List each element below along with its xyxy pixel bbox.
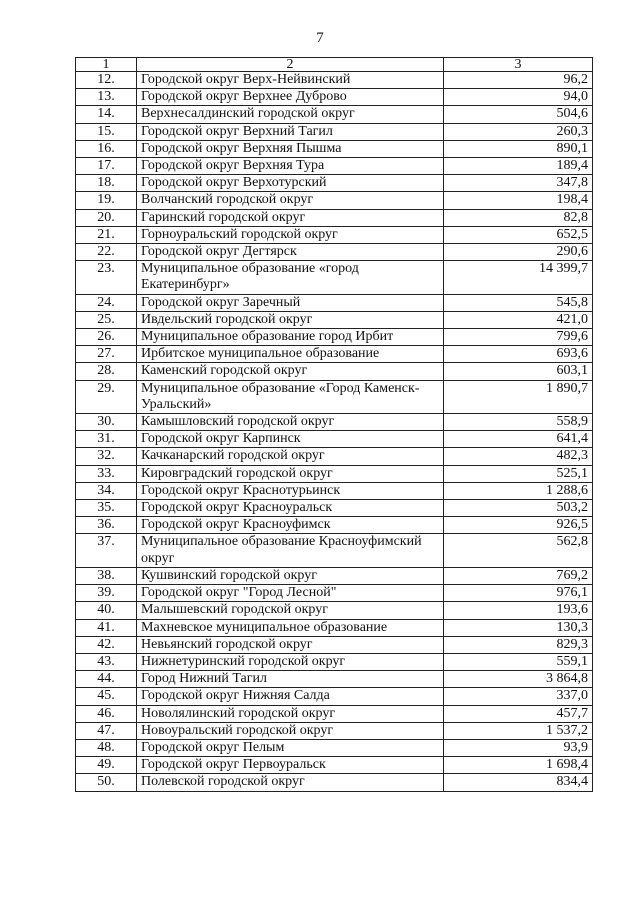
- municipality-name: Малышевский городской округ: [137, 602, 444, 619]
- row-number: 26.: [76, 329, 137, 346]
- column-header-1: 1: [76, 58, 137, 72]
- table-row: [76, 106, 593, 123]
- municipality-name: Муниципальное образование «Город Каменск-Уральский»: [137, 380, 444, 413]
- row-number: 13.: [76, 89, 137, 106]
- row-number: 14.: [76, 106, 137, 123]
- row-number: 15.: [76, 123, 137, 140]
- row-number: 47.: [76, 722, 137, 739]
- row-number: 23.: [76, 261, 137, 294]
- amount-value: 652,5: [444, 226, 593, 243]
- amount-value: 421,0: [444, 311, 593, 328]
- row-number: 45.: [76, 688, 137, 705]
- amount-value: 562,8: [444, 534, 593, 567]
- table-row: [76, 244, 593, 261]
- table-body: [76, 72, 593, 792]
- table-row: [76, 329, 593, 346]
- amount-value: 482,3: [444, 448, 593, 465]
- amount-value: 926,5: [444, 517, 593, 534]
- amount-value: 1 537,2: [444, 722, 593, 739]
- row-number: 38.: [76, 567, 137, 584]
- amount-value: 603,1: [444, 363, 593, 380]
- row-number: 12.: [76, 72, 137, 89]
- municipality-name: Городской округ Верх-Нейвинский: [137, 72, 444, 89]
- amount-value: 260,3: [444, 123, 593, 140]
- row-number: 16.: [76, 140, 137, 157]
- row-number: 21.: [76, 226, 137, 243]
- row-number: 24.: [76, 294, 137, 311]
- amount-value: 189,4: [444, 158, 593, 175]
- amount-value: 693,6: [444, 346, 593, 363]
- row-number: 20.: [76, 209, 137, 226]
- row-number: 46.: [76, 705, 137, 722]
- amount-value: 559,1: [444, 653, 593, 670]
- municipality-name: Нижнетуринский городской округ: [137, 653, 444, 670]
- table-row: [76, 294, 593, 311]
- municipality-name: Муниципальное образование Красноуфимский округ: [137, 534, 444, 567]
- amount-value: 96,2: [444, 72, 593, 89]
- municipality-name: Городской округ Красноуральск: [137, 500, 444, 517]
- row-number: 43.: [76, 653, 137, 670]
- amount-value: 834,4: [444, 774, 593, 791]
- table-row: [76, 500, 593, 517]
- row-number: 22.: [76, 244, 137, 261]
- amount-value: 503,2: [444, 500, 593, 517]
- row-number: 18.: [76, 175, 137, 192]
- municipality-name: Городской округ Пелым: [137, 739, 444, 756]
- table-row: [76, 585, 593, 602]
- amount-value: 525,1: [444, 465, 593, 482]
- table-row: [76, 346, 593, 363]
- table-row: [76, 739, 593, 756]
- table-row: [76, 619, 593, 636]
- table-row: [76, 482, 593, 499]
- municipality-name: Волчанский городской округ: [137, 192, 444, 209]
- municipality-name: Полевской городской округ: [137, 774, 444, 791]
- municipality-name: Городской округ Краснотурьинск: [137, 482, 444, 499]
- amount-value: 93,9: [444, 739, 593, 756]
- municipality-name: Городской округ Карпинск: [137, 431, 444, 448]
- municipality-name: Городской округ Верхняя Тура: [137, 158, 444, 175]
- amount-value: 337,0: [444, 688, 593, 705]
- row-number: 17.: [76, 158, 137, 175]
- municipality-name: Муниципальное образование «город Екатеринбург»: [137, 261, 444, 294]
- table-row: [76, 414, 593, 431]
- row-number: 41.: [76, 619, 137, 636]
- row-number: 42.: [76, 636, 137, 653]
- table-row: [76, 653, 593, 670]
- row-number: 25.: [76, 311, 137, 328]
- table-row: [76, 140, 593, 157]
- municipality-name: Новоуральский городской округ: [137, 722, 444, 739]
- row-number: 33.: [76, 465, 137, 482]
- municipality-name: Каменский городской округ: [137, 363, 444, 380]
- municipality-name: Городской округ Красноуфимск: [137, 517, 444, 534]
- municipality-name: Кушвинский городской округ: [137, 567, 444, 584]
- allocation-table: [75, 57, 593, 792]
- table-row: [76, 705, 593, 722]
- table-row: [76, 636, 593, 653]
- municipality-name: Город Нижний Тагил: [137, 671, 444, 688]
- row-number: 19.: [76, 192, 137, 209]
- amount-value: 457,7: [444, 705, 593, 722]
- table-row: [76, 567, 593, 584]
- amount-value: 193,6: [444, 602, 593, 619]
- municipality-name: Качканарский городской округ: [137, 448, 444, 465]
- amount-value: 1 698,4: [444, 757, 593, 774]
- table-row: [76, 311, 593, 328]
- row-number: 29.: [76, 380, 137, 413]
- municipality-name: Горноуральский городской округ: [137, 226, 444, 243]
- table-row: [76, 363, 593, 380]
- table-row: [76, 226, 593, 243]
- municipality-name: Городской округ Дегтярск: [137, 244, 444, 261]
- table-row: [76, 261, 593, 294]
- row-number: 37.: [76, 534, 137, 567]
- municipality-name: Городской округ Верхнее Дуброво: [137, 89, 444, 106]
- row-number: 35.: [76, 500, 137, 517]
- municipality-name: Невьянский городской округ: [137, 636, 444, 653]
- table-row: [76, 671, 593, 688]
- amount-value: 198,4: [444, 192, 593, 209]
- municipality-name: Гаринский городской округ: [137, 209, 444, 226]
- table-row: [76, 465, 593, 482]
- municipality-name: Кировградский городской округ: [137, 465, 444, 482]
- table-row: [76, 380, 593, 413]
- amount-value: 82,8: [444, 209, 593, 226]
- amount-value: 641,4: [444, 431, 593, 448]
- row-number: 40.: [76, 602, 137, 619]
- municipality-name: Городской округ Верхотурский: [137, 175, 444, 192]
- table-row: [76, 602, 593, 619]
- amount-value: 347,8: [444, 175, 593, 192]
- amount-value: 3 864,8: [444, 671, 593, 688]
- municipality-name: Городской округ Заречный: [137, 294, 444, 311]
- table-row: [76, 757, 593, 774]
- table-row: [76, 89, 593, 106]
- table-row: [76, 72, 593, 89]
- municipality-name: Верхнесалдинский городской округ: [137, 106, 444, 123]
- table-row: [76, 192, 593, 209]
- municipality-name: Городской округ "Город Лесной": [137, 585, 444, 602]
- table-row: [76, 688, 593, 705]
- row-number: 36.: [76, 517, 137, 534]
- row-number: 31.: [76, 431, 137, 448]
- amount-value: 558,9: [444, 414, 593, 431]
- table-row: [76, 123, 593, 140]
- row-number: 28.: [76, 363, 137, 380]
- table-row: [76, 448, 593, 465]
- municipality-name: Махневское муниципальное образование: [137, 619, 444, 636]
- row-number: 32.: [76, 448, 137, 465]
- amount-value: 799,6: [444, 329, 593, 346]
- table-row: [76, 534, 593, 567]
- municipality-name: Ивдельский городской округ: [137, 311, 444, 328]
- municipality-name: Ирбитское муниципальное образование: [137, 346, 444, 363]
- municipality-name: Муниципальное образование город Ирбит: [137, 329, 444, 346]
- amount-value: 769,2: [444, 567, 593, 584]
- amount-value: 890,1: [444, 140, 593, 157]
- page-number: 7: [316, 30, 324, 46]
- column-header-3: 3: [444, 58, 593, 72]
- amount-value: 545,8: [444, 294, 593, 311]
- table-row: [76, 722, 593, 739]
- table-row: [76, 175, 593, 192]
- row-number: 39.: [76, 585, 137, 602]
- amount-value: 130,3: [444, 619, 593, 636]
- row-number: 50.: [76, 774, 137, 791]
- row-number: 44.: [76, 671, 137, 688]
- row-number: 49.: [76, 757, 137, 774]
- row-number: 27.: [76, 346, 137, 363]
- table-row: [76, 517, 593, 534]
- table-header-row: [76, 58, 593, 72]
- amount-value: 1 288,6: [444, 482, 593, 499]
- row-number: 34.: [76, 482, 137, 499]
- amount-value: 290,6: [444, 244, 593, 261]
- amount-value: 504,6: [444, 106, 593, 123]
- amount-value: 94,0: [444, 89, 593, 106]
- table-row: [76, 209, 593, 226]
- amount-value: 14 399,7: [444, 261, 593, 294]
- amount-value: 829,3: [444, 636, 593, 653]
- row-number: 30.: [76, 414, 137, 431]
- municipality-name: Городской округ Верхняя Пышма: [137, 140, 444, 157]
- municipality-name: Камышловский городской округ: [137, 414, 444, 431]
- column-header-2: 2: [137, 58, 444, 72]
- table-row: [76, 158, 593, 175]
- amount-value: 1 890,7: [444, 380, 593, 413]
- table-row: [76, 774, 593, 791]
- row-number: 48.: [76, 739, 137, 756]
- municipality-name: Городской округ Верхний Тагил: [137, 123, 444, 140]
- table-row: [76, 431, 593, 448]
- amount-value: 976,1: [444, 585, 593, 602]
- municipality-name: Городской округ Первоуральск: [137, 757, 444, 774]
- municipality-name: Новолялинский городской округ: [137, 705, 444, 722]
- municipality-name: Городской округ Нижняя Салда: [137, 688, 444, 705]
